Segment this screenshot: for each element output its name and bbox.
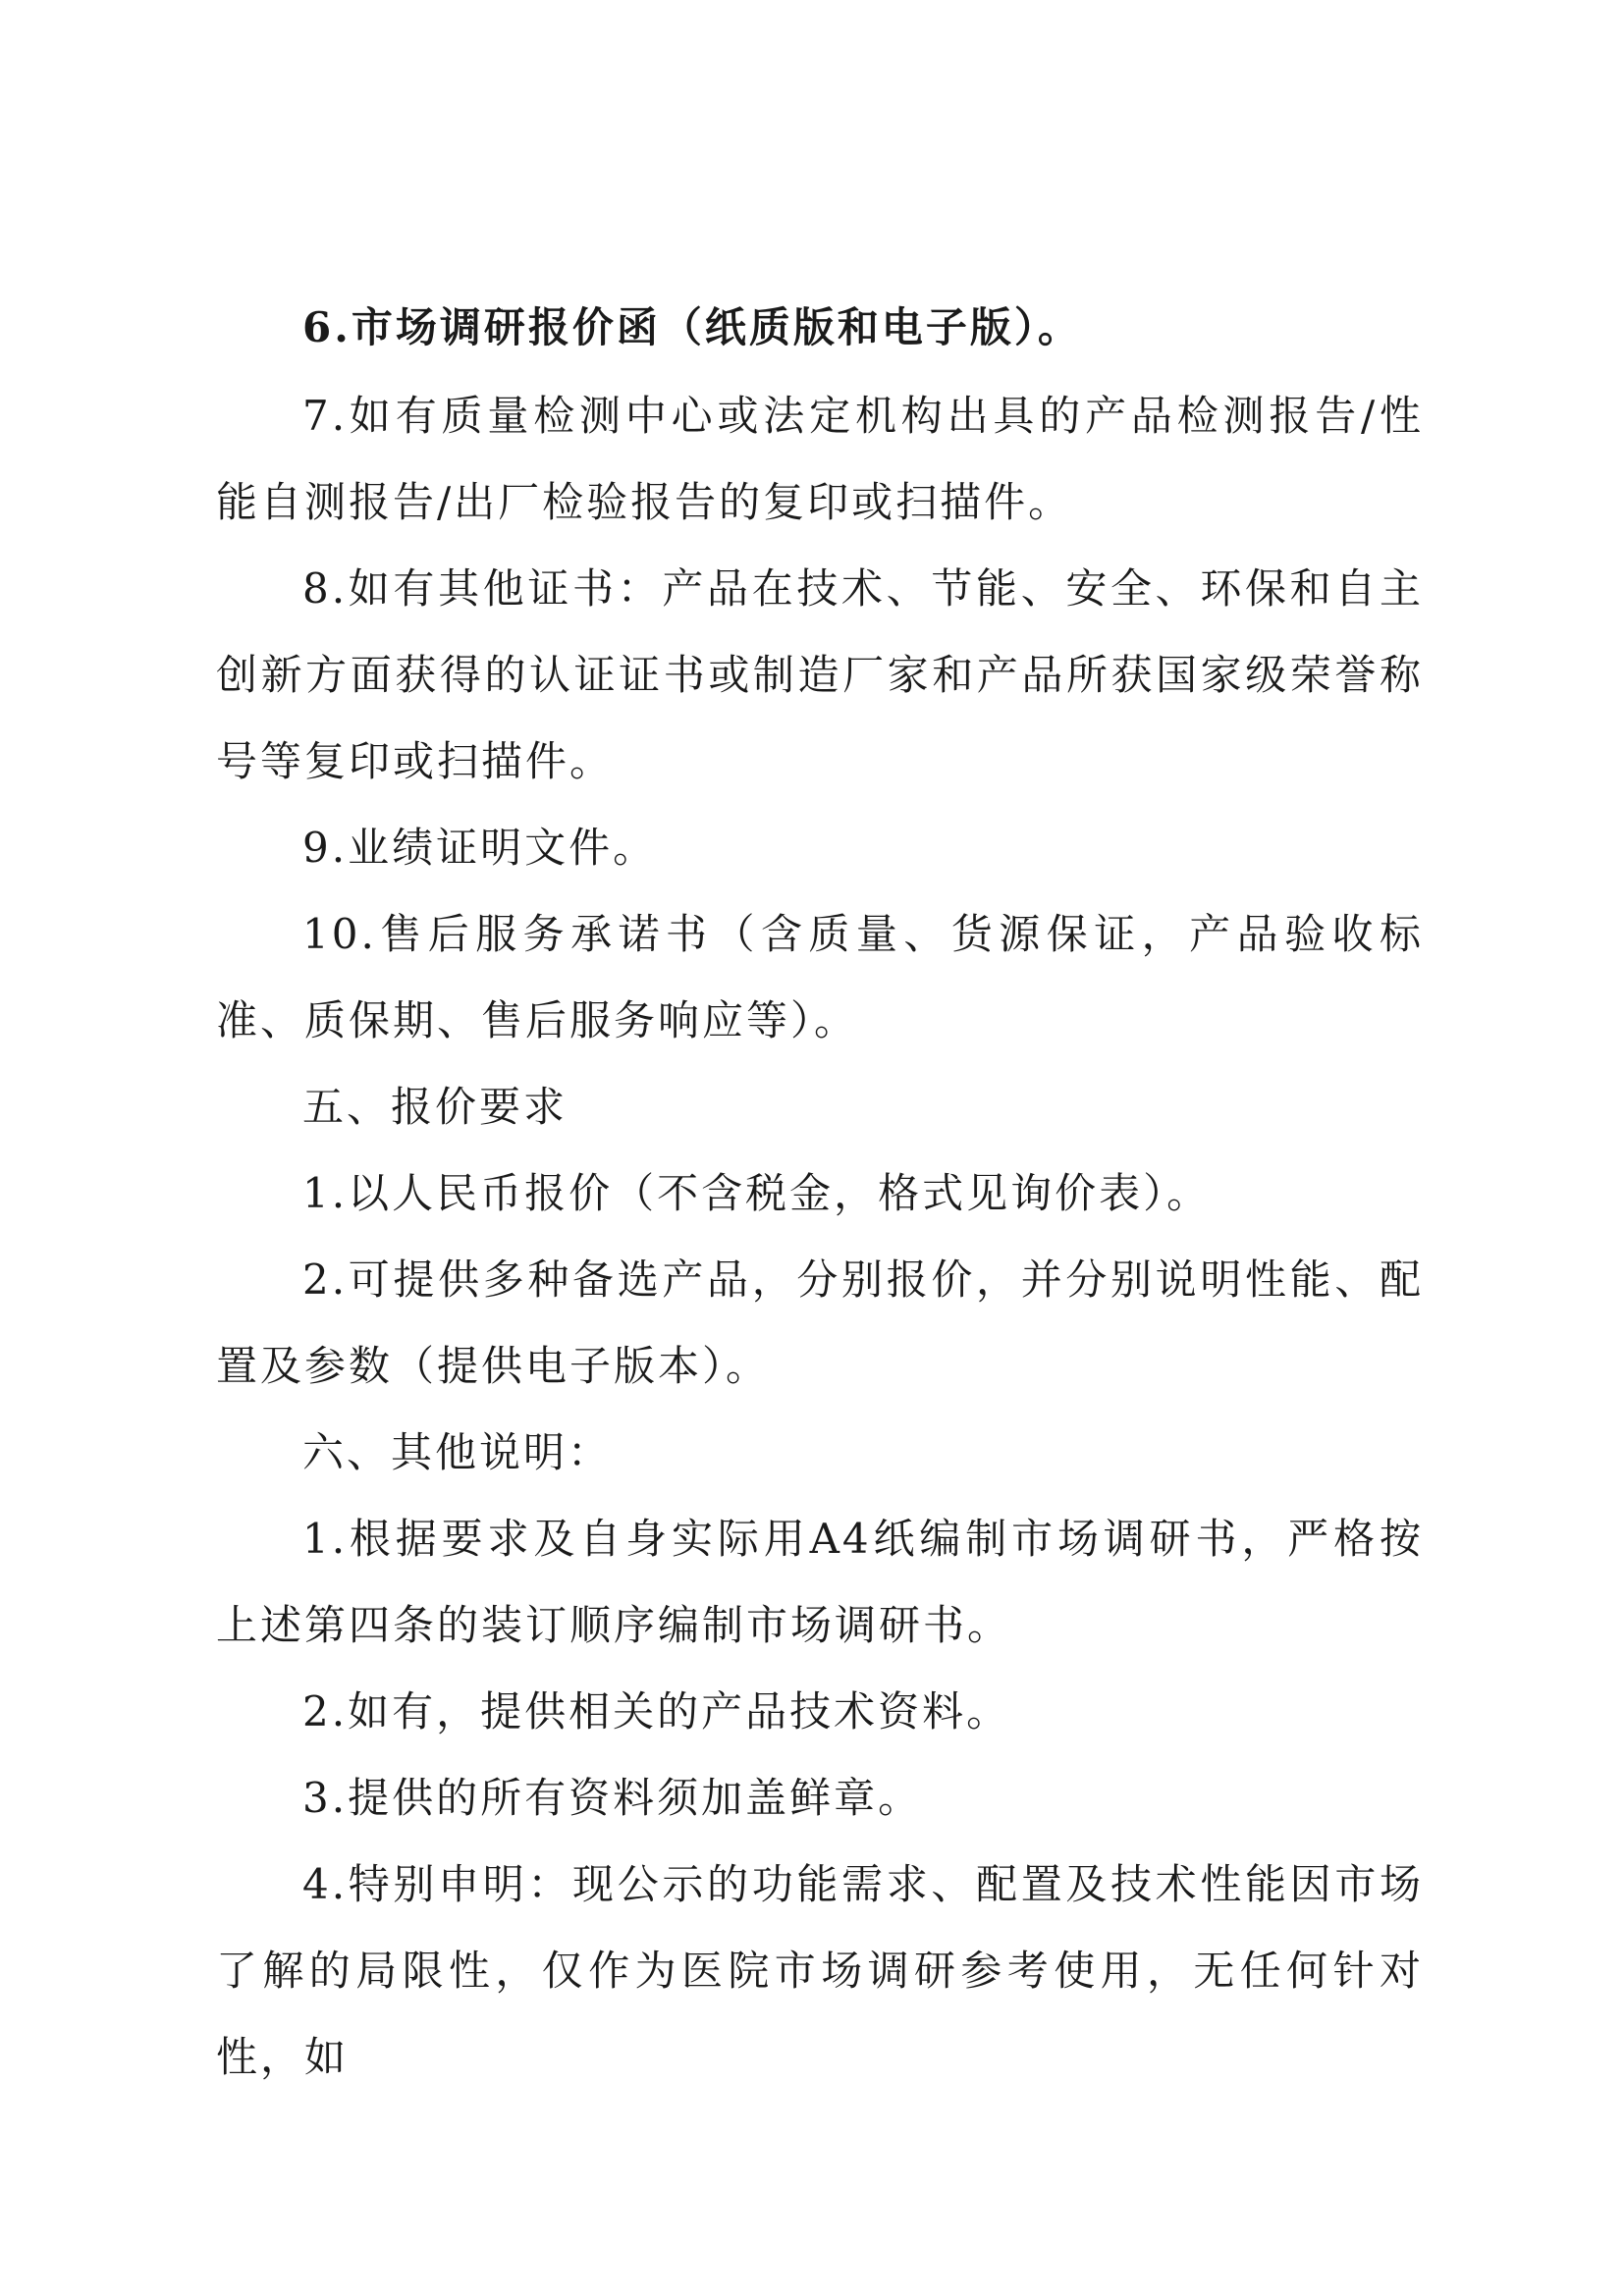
quote-requirement-2: 2.可提供多种备选产品，分别报价，并分别说明性能、配置及参数（提供电子版本）。 (216, 1255, 1424, 1390)
quote-requirement-1: 1.以人民币报价（不含税金，格式见询价表）。 (302, 1169, 1212, 1217)
other-note-3: 3.提供的所有资料须加盖鲜章。 (302, 1774, 923, 1822)
section-heading-other-notes: 六、其他说明： (302, 1428, 613, 1476)
item-10-after-sales: 10.售后服务承诺书（含质量、货源保证，产品验收标准、质保期、售后服务响应等）。 (216, 910, 1424, 1044)
other-note-1: 1.根据要求及自身实际用A4纸编制市场调研书，严格按上述第四条的装订顺序编制市场调研书。 (216, 1515, 1424, 1649)
item-9-performance-proof: 9.业绩证明文件。 (302, 824, 658, 872)
item-6-quote-letter: 6.市场调研报价函（纸质版和电子版）。 (302, 303, 1082, 351)
item-8-certificates: 8.如有其他证书：产品在技术、节能、安全、环保和自主创新方面获得的认证证书或制造厂家和产品所获国家级荣誉称号等复印或扫描件。 (216, 564, 1424, 785)
other-note-4: 4.特别申明：现公示的功能需求、配置及技术性能因市场了解的局限性，仅作为医院市场调研参考使用，无任何针对性，如 (216, 1860, 1424, 2081)
item-7-test-report: 7.如有质量检测中心或法定机构出具的产品检测报告/性能自测报告/出厂检验报告的复印或扫描件。 (216, 392, 1424, 526)
other-note-2: 2.如有，提供相关的产品技术资料。 (302, 1687, 1011, 1735)
section-heading-quote-requirements: 五、报价要求 (302, 1083, 568, 1131)
